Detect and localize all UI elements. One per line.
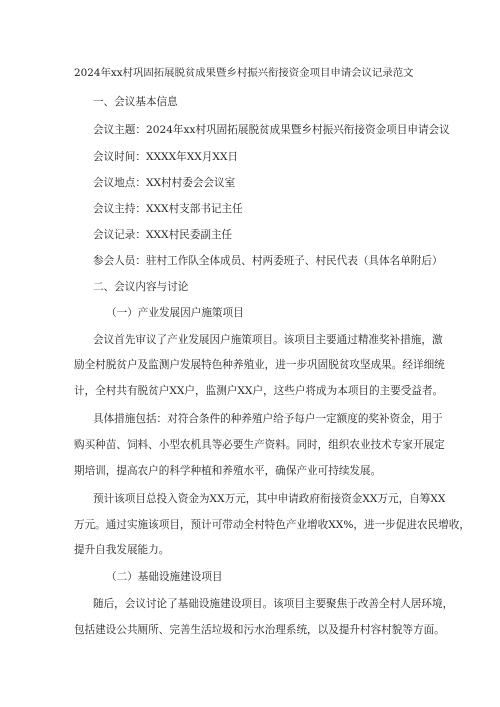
meeting-place: 会议地点：XX村村委会会议室 [93, 177, 236, 189]
meeting-time: 会议时间：XXXX年XX月XX日 [93, 151, 239, 163]
paragraph-line: 万元。通过实施该项目，预计可带动全村特色产业增收XX%，进一步促进农民增收， [74, 519, 470, 531]
paragraph-line: 会议首先审议了产业发展因户施策项目。该项目主要通过精准奖补措施，激 [93, 334, 443, 346]
paragraph-line: 具体措施包括：对符合条件的种养殖户给予每户一定额度的奖补资金，用于 [93, 413, 443, 425]
paragraph-line: 预计该项目总投入资金为XX万元，其中申请政府衔接资金XX万元，自筹XX [93, 493, 446, 505]
subsection-heading-infrastructure: （二）基础设施建设项目 [106, 571, 223, 583]
document-title: 2024年xx村巩固拓展脱贫成果暨乡村振兴衔接资金项目申请会议记录范文 [74, 67, 414, 79]
meeting-host: 会议主持：XXX村支部书记主任 [93, 203, 243, 215]
paragraph-line: 期培训，提高农户的科学种植和养殖水平，确保产业可持续发展。 [74, 465, 382, 477]
paragraph-line: 励全村脱贫户及监测户发展特色种养殖业，进一步巩固脱贫攻坚成果。经详细统 [74, 359, 445, 371]
section-heading-content: 二、会议内容与讨论 [93, 281, 189, 293]
paragraph-line: 提升自我发展能力。 [74, 544, 170, 556]
paragraph-line: 购买种苗、饲料、小型农机具等必要生产资料。同时，组织农业技术专家开展定 [74, 439, 445, 451]
meeting-attendees: 参会人员：驻村工作队全体成员、村两委班子、村民代表（具体名单附后） [93, 255, 443, 267]
subsection-heading-industry: （一）产业发展因户施策项目 [106, 307, 244, 319]
paragraph-line: 计，全村共有脱贫户XX户，监测户XX户，这些户将成为本项目的主要受益者。 [74, 385, 444, 397]
meeting-topic: 会议主题：2024年xx村巩固拓展脱贫成果暨乡村振兴衔接资金项目申请会议 [93, 124, 450, 136]
meeting-recorder: 会议记录：XXX村民委副主任 [93, 229, 233, 241]
section-heading-basic-info: 一、会议基本信息 [93, 96, 178, 108]
paragraph-line: 随后，会议讨论了基础设施建设项目。该项目主要聚焦于改善全村人居环境， [93, 598, 454, 610]
paragraph-line: 包括建设公共厕所、完善生活垃圾和污水治理系统，以及提升村容村貌等方面。 [74, 624, 445, 636]
